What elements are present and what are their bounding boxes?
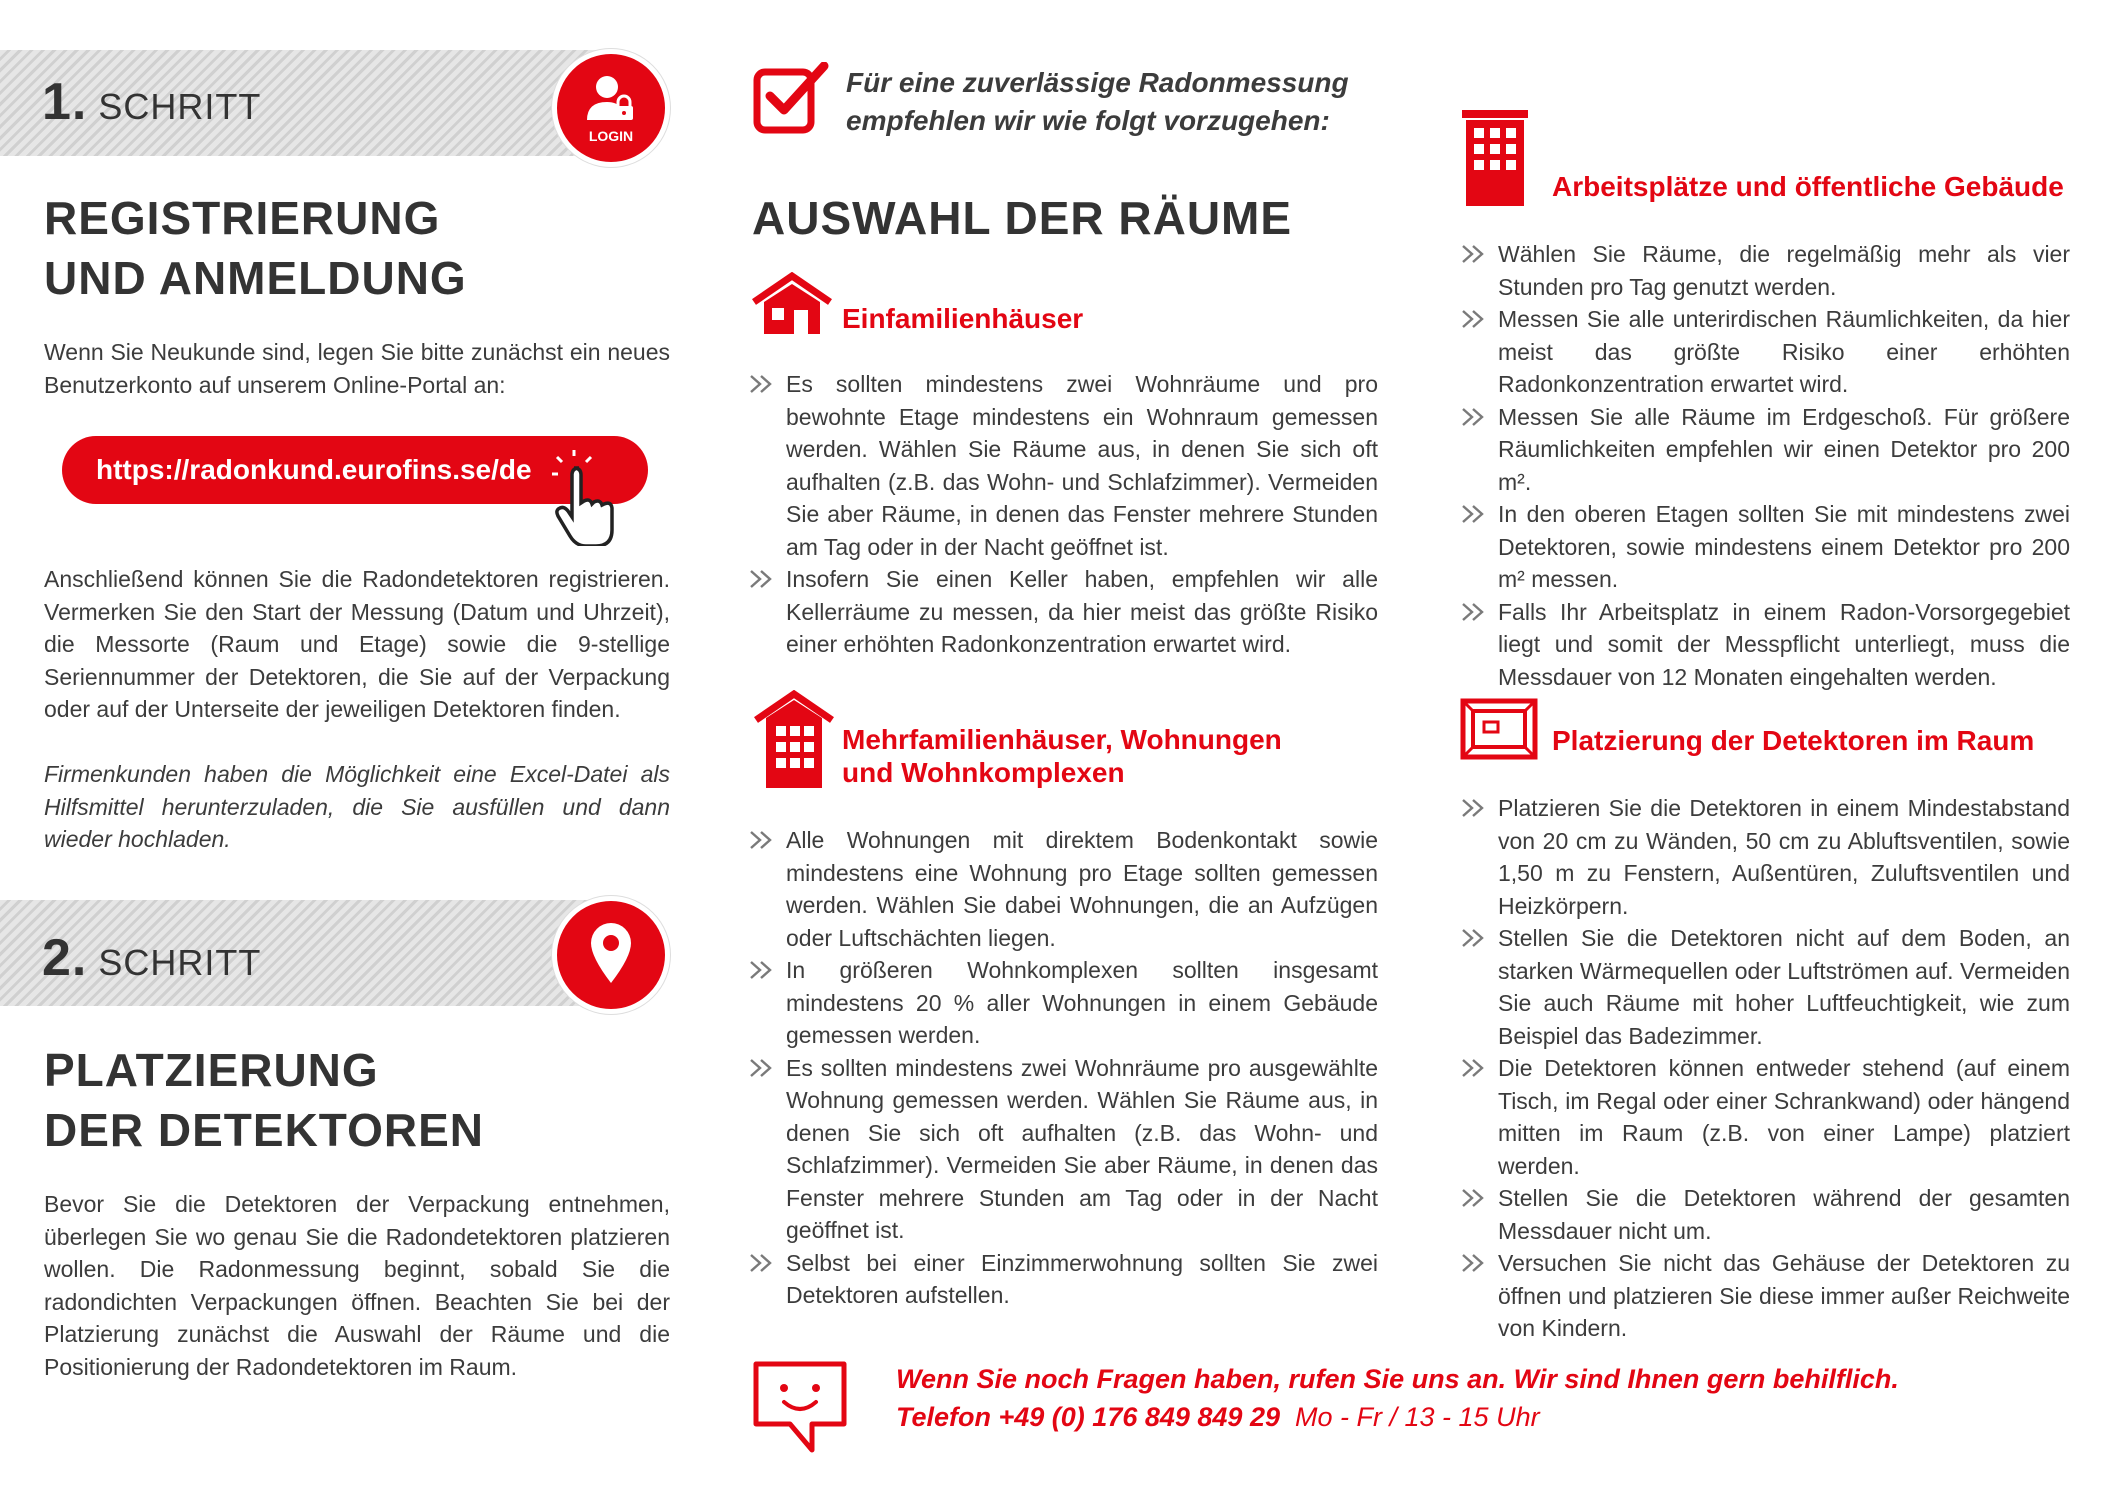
einfamilien-heading: Einfamilienhäuser [842,303,1084,334]
mehrfamilien-heading-line2: und Wohnkomplexen [842,757,1125,788]
step2-word: SCHRITT [98,942,262,983]
step1-word: SCHRITT [98,86,262,127]
mehrfamilien-heading-line1: Mehrfamilienhäuser, Wohnungen [842,724,1282,755]
chevron-right-icon [1460,1056,1490,1080]
chevron-right-icon [1460,242,1490,266]
step1-title-line2: UND ANMELDUNG [44,252,467,304]
footer-hours: Mo - Fr / 13 - 15 Uhr [1295,1402,1540,1432]
chevron-right-icon [748,958,778,982]
recommend-line2: empfehlen wir wie folgt vorzugehen: [846,105,1330,136]
list-item-text: Stellen Sie die Detektoren während der gesamten Messdauer nicht um. [1498,1185,2070,1244]
location-badge [552,896,670,1014]
recommend-line1: Für eine zuverlässige Radonmessung [846,67,1349,98]
list-item [1460,792,2070,922]
list-item [748,563,1378,661]
chevron-right-icon [1460,1251,1490,1275]
step1-title-line1: REGISTRIERUNG [44,192,441,244]
mehrfamilien-heading [842,723,1282,789]
platzierung-heading: Platzierung der Detektoren im Raum [1552,725,2035,756]
room-frame-icon [1460,698,1538,760]
list-item [1460,596,2070,694]
list-item [1460,401,2070,499]
list-item-text: Platzieren Sie die Detektoren in einem Mindestabstand von 20 cm zu Wänden, 50 cm zu Abluftsventilen, sowie 1,50 m zu Fenstern, Außentüren, Zuluftsventilen und Heizkörpern. [1498,795,2070,919]
step1-title [44,188,467,308]
list-item-text: Es sollten mindestens zwei Wohnräume pro ausgewählte Wohnung gemessen werden. Wählen Sie Räume aus, in denen Sie sich oft aufhalten (z.B. das Wohn- und Schlafzimmer). Vermeiden Sie aber Räume, in denen das Fenster mehrere Stunden am Tag oder in der Nacht geöffnet ist. [786,1054,1378,1243]
chevron-right-icon [1460,502,1490,526]
list-item-text: Selbst bei einer Einzimmerwohnung sollten Sie zwei Detektoren aufstellen. [786,1249,1378,1308]
step2-title [44,1040,484,1160]
list-item-text: In den oberen Etagen sollten Sie mit mindestens zwei Detektoren, sowie mindestens einem Detektor pro 200 m² messen. [1498,501,2070,592]
list-item [1460,303,2070,401]
list-item-text: Messen Sie alle unterirdischen Räumlichkeiten, da hier meist das größte Risiko einer erhöhten Radonkonzentration erwartet wird. [1498,306,2070,397]
list-item [1460,1052,2070,1182]
location-pin-icon [557,901,665,1009]
list-item [748,1052,1378,1247]
login-badge-text: LOGIN [588,128,634,144]
list-item-text: In größeren Wohnkomplexen sollten insgesamt mindestens 20 % aller Wohnungen in einem Gebäude gemessen werden. [786,957,1378,1048]
login-badge [552,49,670,167]
list-item [1460,238,2070,303]
arbeitsplaetze-list [1460,238,2070,693]
step2-body: Bevor Sie die Detektoren der Verpackung entnehmen, überlegen Sie wo genau Sie die Radondetektoren platzieren wollen. Die Radonmessung beginnt, sobald Sie die radondichten Verpackungen öffnen. Beachten Sie bei der Platzierung zunächst die Auswahl der Räume und die Positionierung der Radondetektoren im Raum. [44,1191,670,1380]
list-item [1460,922,2070,1052]
step1-number: 1. [42,73,88,131]
chevron-right-icon [1460,307,1490,331]
recommend-text [846,64,1349,140]
step1-label [42,72,261,132]
platzierung-list [1460,792,2070,1345]
step2-title-line2: DER DETEKTOREN [44,1104,484,1156]
step2-number: 2. [42,929,88,987]
list-item [748,368,1378,563]
user-lock-icon [557,54,665,162]
step1-intro: Wenn Sie Neukunde sind, legen Sie bitte zunächst ein neues Benutzerkonto auf unserem Online-Portal an: [44,339,670,398]
chevron-right-icon [1460,405,1490,429]
list-item-text: Alle Wohnungen mit direktem Bodenkontakt sowie mindestens eine Wohnung pro Etage sollten gemessen werden. Wählen Sie dabei Wohnungen, die an Aufzügen oder Luftschächten liegen. [786,827,1378,951]
step1-note: Firmenkunden haben die Möglichkeit eine Excel-Datei als Hilfsmittel herunterzuladen, die Sie ausfüllen und dann wieder hochladen. [44,761,670,852]
chevron-right-icon [1460,926,1490,950]
list-item-text: Falls Ihr Arbeitsplatz in einem Radon-Vorsorgegebiet liegt und somit der Messpflicht unterliegt, muss die Messdauer von 12 Monaten eingehalten werden. [1498,598,2070,690]
einfamilien-list [748,368,1378,661]
list-item-text: Stellen Sie die Detektoren nicht auf dem Boden, an starken Wärmequellen oder Luftströmen auf. Vermeiden Sie auch Räume mit hoher Luftfeuchtigkeit, wie zum Beispiel das Badezimmer. [1498,925,2070,1049]
list-item-text: Messen Sie alle Räume im Erdgeschoß. Für größere Räumlichkeiten empfehlen wir einen Detektor pro 200 m². [1498,403,2070,495]
footer-question: Wenn Sie noch Fragen haben, rufen Sie uns an. Wir sind Ihnen gern behilflich. [896,1364,1899,1394]
chevron-right-icon [1460,796,1490,820]
chevron-right-icon [748,1056,778,1080]
step2-label [42,928,261,988]
chevron-right-icon [748,567,778,591]
chevron-right-icon [748,372,778,396]
mehrfamilien-list [748,824,1378,1312]
footer-phone[interactable]: Telefon +49 (0) 176 849 849 29 [896,1402,1280,1432]
chevron-right-icon [1460,1186,1490,1210]
checkbox-check-icon [752,62,830,136]
list-item-text: Wählen Sie Räume, die regelmäßig mehr als vier Stunden pro Tag genutzt werden. [1498,241,2070,300]
list-item [748,1247,1378,1312]
step1-body: Anschließend können Sie die Radondetektoren registrieren. Vermerken Sie den Start der Messung (Datum und Uhrzeit), die Messorte (Raum und Etage) sowie die 9-stellige Seriennummer der Detektoren, die Sie auf der Verpackung oder auf der Unterseite der jeweiligen Detektoren finden. [44,566,670,722]
list-item [1460,1182,2070,1247]
list-item-text: Versuchen Sie nicht das Gehäuse der Detektoren zu öffnen und platzieren Sie diese immer außer Reichweite von Kindern. [1498,1250,2070,1341]
list-item [1460,498,2070,596]
pointer-hand-icon [552,450,626,546]
arbeitsplaetze-heading: Arbeitsplätze und öffentliche Gebäude [1552,171,2064,202]
list-item [748,954,1378,1052]
rooms-title: AUSWAHL DER RÄUME [752,192,1293,244]
footer-contact [896,1398,1540,1436]
chat-smiley-icon [750,1358,850,1458]
chevron-right-icon [748,828,778,852]
house-icon [750,272,834,334]
apartment-building-icon [752,690,836,788]
list-item [1460,1247,2070,1345]
list-item-text: Insofern Sie einen Keller haben, empfehlen wir alle Kellerräume zu messen, da hier meist das größte Risiko einer erhöhten Radonkonzentration erwartet wird. [786,566,1378,657]
list-item-text: Die Detektoren können entweder stehend (auf einem Tisch, im Regal oder einer Schrankwand) oder hängend mitten im Raum (z.B. von einer Lampe) platziert werden. [1498,1055,2070,1179]
office-building-icon [1462,110,1528,206]
chevron-right-icon [1460,600,1490,624]
step2-title-line1: PLATZIERUNG [44,1044,379,1096]
list-item [748,824,1378,954]
portal-url-link[interactable]: https://radonkund.eurofins.se/de [62,436,648,504]
chevron-right-icon [748,1251,778,1275]
list-item-text: Es sollten mindestens zwei Wohnräume und pro bewohnte Etage mindestens ein Wohnraum gemessen werden. Wählen Sie Räume aus, in denen Sie sich oft aufhalten (z.B. das Wohn- und Schlafzimmer). Vermeiden Sie aber Räume, in denen das Fenster mehrere Stunden am Tag oder in der Nacht geöffnet ist. [786,371,1378,560]
